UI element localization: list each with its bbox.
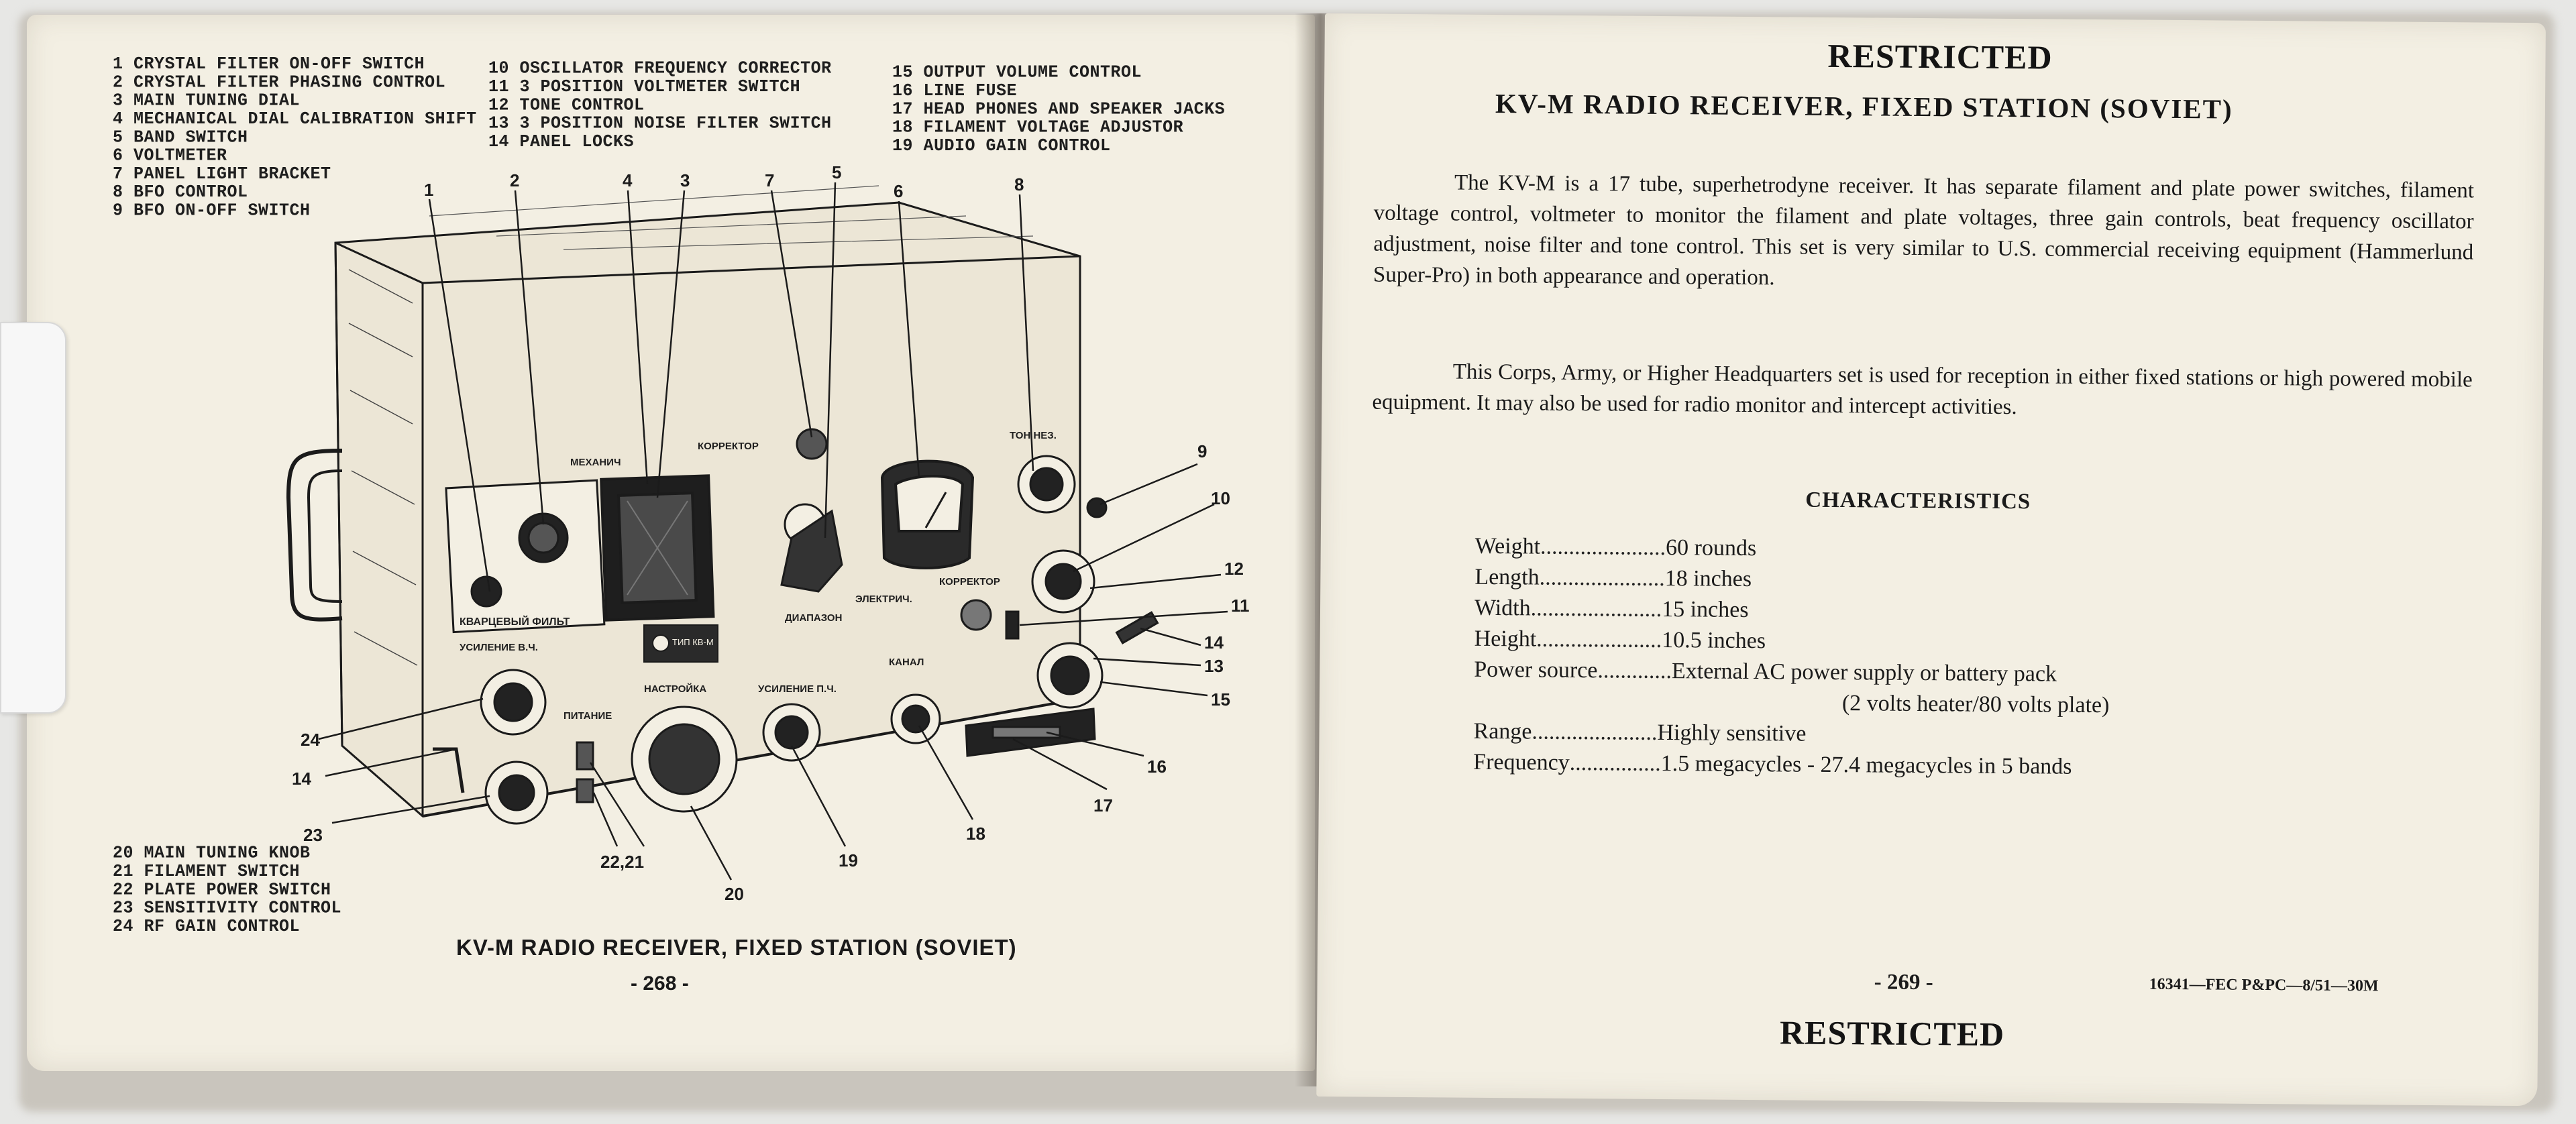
callout-8: 8 [1014, 174, 1024, 194]
callout-14-right: 14 [1204, 632, 1224, 653]
callout-6: 6 [894, 181, 904, 201]
spec-row-frequency [1473, 747, 2109, 783]
spec-label: Frequency [1473, 749, 1570, 775]
legend-item: 1 CRYSTAL FILTER ON-OFF SWITCH [113, 54, 425, 74]
panel-label-tone: ТОН НЕЗ. [1010, 430, 1057, 441]
spec-value: 15 inches [1662, 596, 1749, 622]
legend-item: 24 RF GAIN CONTROL [113, 915, 301, 937]
panel-label-usilenie-vch: УСИЛЕНИЕ В.Ч. [460, 642, 538, 653]
callout-14-left: 14 [292, 769, 311, 789]
page-number-left: - 268 - [631, 972, 689, 995]
spec-leader: ...................... [1540, 534, 1666, 561]
voltmeter [882, 461, 973, 568]
spec-leader: ............. [1597, 658, 1672, 684]
crystal-filter-panel [446, 480, 604, 632]
callout-19: 19 [839, 850, 858, 870]
page-tab-marker [0, 322, 66, 714]
panel-label-korrektor-top: КОРРЕКТОР [698, 441, 759, 452]
right-page [1316, 13, 2546, 1106]
legend-item: 19 AUDIO GAIN CONTROL [892, 135, 1111, 156]
panel-label-kanal: КАНАЛ [889, 657, 924, 668]
legend-item: 6 VOLTMETER [113, 145, 227, 166]
spec-leader: ...................... [1539, 565, 1665, 592]
panel-label-mechanich: МЕХАНИЧ [570, 457, 621, 468]
characteristics-table [1473, 531, 2110, 783]
spec-leader: ....................... [1530, 596, 1662, 622]
legend-item: 9 BFO ON-OFF SWITCH [113, 200, 311, 221]
panel-label-nastroika: НАСТРОЙКА [644, 683, 707, 695]
document-title: KV-M RADIO RECEIVER, FIXED STATION (SOVIET) [1495, 87, 2233, 125]
legend-item: 16 LINE FUSE [892, 80, 1018, 101]
power-source-note: (2 volts heater/80 volts plate) [1841, 691, 2110, 718]
callout-4: 4 [623, 170, 633, 190]
callout-22-21: 22,21 [600, 852, 645, 872]
spec-label: Height [1474, 626, 1537, 652]
print-code: 16341—FEC P&PC—8/51—30M [2149, 975, 2379, 995]
spec-label: Length [1474, 564, 1540, 590]
callout-2: 2 [510, 170, 520, 190]
callout-7: 7 [765, 170, 775, 190]
legend-item: 7 PANEL LIGHT BRACKET [113, 163, 331, 184]
spec-row-length [1474, 562, 2110, 598]
spec-value: External AC power supply or battery pack [1671, 659, 2057, 687]
spec-row-power-source [1474, 655, 2110, 690]
callout-20: 20 [724, 884, 744, 904]
legend-item: 23 SENSITIVITY CONTROL [113, 897, 342, 918]
legend-item: 3 MAIN TUNING DIAL [113, 90, 301, 111]
spec-label: Weight [1474, 533, 1541, 559]
spec-value: 1.5 megacycles - 27.4 megacycles in 5 bands [1660, 750, 2072, 779]
callout-11: 11 [1231, 596, 1250, 616]
callout-23: 23 [303, 825, 323, 845]
legend-item: 12 TONE CONTROL [488, 95, 645, 115]
legend-item: 5 BAND SWITCH [113, 127, 248, 148]
callout-5: 5 [832, 162, 842, 182]
callout-9: 9 [1197, 441, 1208, 461]
legend-item: 14 PANEL LOCKS [488, 131, 635, 152]
spec-row-width [1474, 593, 2110, 628]
paragraph-2 [1372, 356, 2473, 427]
paragraph-2-text: This Corps, Army, or Higher Headquarters set is used for reception in either fixed stations or high powered mobile equipment. It may also be used for radio monitor and intercept activities. [1372, 359, 2473, 420]
spec-row-range [1473, 716, 2109, 752]
legend-item: 13 3 POSITION NOISE FILTER SWITCH [488, 113, 832, 133]
legend-item: 2 CRYSTAL FILTER PHASING CONTROL [113, 72, 446, 93]
legend-item: 8 BFO CONTROL [113, 182, 248, 203]
spec-leader: ...................... [1536, 626, 1662, 653]
spec-row-height [1474, 624, 2110, 659]
spec-value: 60 rounds [1665, 535, 1757, 561]
restricted-footer: RESTRICTED [1779, 1013, 2005, 1054]
receiver-illustration [27, 15, 1315, 1071]
callout-12: 12 [1224, 559, 1244, 579]
callout-3: 3 [680, 170, 690, 190]
characteristics-heading: CHARACTERISTICS [1805, 488, 2031, 514]
spec-label: Range [1473, 718, 1532, 744]
callout-15: 15 [1211, 689, 1230, 710]
legend-item: 21 FILAMENT SWITCH [113, 860, 301, 882]
callout-18: 18 [966, 824, 985, 844]
legend-item: 20 MAIN TUNING KNOB [113, 842, 311, 864]
spec-value: 18 inches [1664, 566, 1752, 592]
callout-16: 16 [1147, 756, 1167, 777]
spec-row-weight [1475, 531, 2111, 567]
legend-item: 11 3 POSITION VOLTMETER SWITCH [488, 76, 801, 97]
legend-item: 15 OUTPUT VOLUME CONTROL [892, 62, 1142, 83]
tone-control-knob [1018, 456, 1106, 517]
spec-label: Power source [1474, 657, 1598, 683]
panel-label-kvarc: КВАРЦЕВЫЙ ФИЛЬТ [460, 616, 570, 628]
figure-caption: KV-M RADIO RECEIVER, FIXED STATION (SOVIET) [456, 935, 1017, 960]
callout-24: 24 [301, 730, 320, 750]
panel-label-usilenie-pch: УСИЛЕНИЕ П.Ч. [758, 683, 837, 695]
spec-value: Highly sensitive [1657, 720, 1807, 746]
callout-13: 13 [1204, 656, 1224, 676]
panel-label-korrektor-mid: КОРРЕКТОР [939, 576, 1000, 587]
nameplate-text: ТИП КВ-М [672, 637, 714, 647]
spec-leader: ...................... [1532, 719, 1658, 745]
callout-10: 10 [1211, 488, 1230, 508]
panel-label-diapazon: ДИАПАЗОН [785, 612, 843, 624]
legend-item: 17 HEAD PHONES AND SPEAKER JACKS [892, 99, 1226, 119]
legend-item: 10 OSCILLATOR FREQUENCY CORRECTOR [488, 58, 832, 79]
legend-item: 22 PLATE POWER SWITCH [113, 879, 331, 900]
paragraph-1 [1373, 167, 2474, 299]
spec-label: Width [1474, 595, 1531, 621]
callout-17: 17 [1093, 795, 1113, 816]
restricted-header: RESTRICTED [1827, 36, 2053, 76]
page-number-right: - 269 - [1874, 970, 1933, 995]
paragraph-1-text: The KV-M is a 17 tube, superhetrodyne receiver. It has separate filament and plate power switches, filament voltage control, voltmeter to monitor the filament and plate voltages, three gain controls, beat frequency oscillator adjustment, noise filter and tone control. This set is very similar to U.S. commercial receiving equipment (Hammerlund Super-Pro) in both appearance and operation. [1373, 170, 2475, 290]
panel-label-elektrich: ЭЛЕКТРИЧ. [855, 594, 912, 605]
legend-item: 18 FILAMENT VOLTAGE ADJUSTOR [892, 117, 1184, 137]
spec-value: 10.5 inches [1662, 627, 1766, 654]
callout-1: 1 [424, 180, 434, 200]
spec-leader: ................ [1569, 750, 1661, 776]
panel-label-pitanie: ПИТАНИЕ [564, 710, 612, 722]
left-page [27, 15, 1315, 1071]
legend-item: 4 MECHANICAL DIAL CALIBRATION SHIFT [113, 108, 477, 129]
